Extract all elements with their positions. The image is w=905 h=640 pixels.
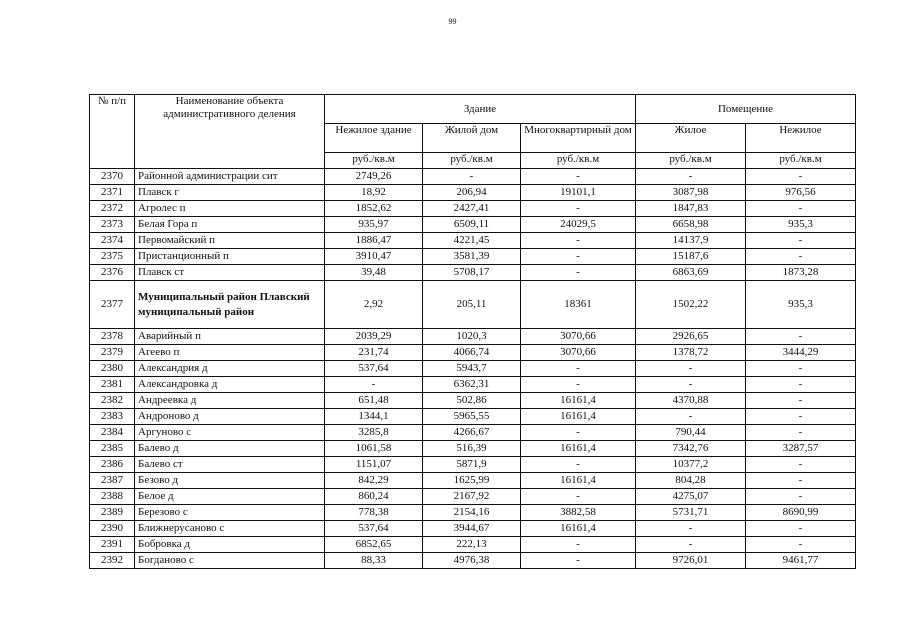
header-building-group: Здание: [325, 95, 636, 124]
row-number: 2385: [90, 441, 135, 457]
row-number: 2374: [90, 233, 135, 249]
table-row: [90, 393, 856, 409]
row-number: 2384: [90, 425, 135, 441]
row-number: 2379: [90, 345, 135, 361]
nonresidential-building-value: -: [325, 377, 423, 393]
header-apartment-building: Многоквартирный дом: [521, 124, 636, 153]
table-row: [90, 249, 856, 265]
residential-premises-value: 4370,88: [636, 393, 746, 409]
residential-premises-value: -: [636, 377, 746, 393]
row-number: 2372: [90, 201, 135, 217]
nonresidential-premises-value: 3287,57: [746, 441, 856, 457]
row-name: Бобровка д: [135, 537, 325, 553]
table-row: [90, 409, 856, 425]
table-row: [90, 233, 856, 249]
nonresidential-premises-value: 1873,28: [746, 265, 856, 281]
nonresidential-building-value: 231,74: [325, 345, 423, 361]
residential-house-value: 205,11: [423, 281, 521, 329]
apartment-building-value: -: [521, 489, 636, 505]
row-name: Александровка д: [135, 377, 325, 393]
header-residential-premises: Жилое: [636, 124, 746, 153]
table-row: [90, 377, 856, 393]
nonresidential-building-value: 537,64: [325, 521, 423, 537]
apartment-building-value: -: [521, 233, 636, 249]
unit-label: руб./кв.м: [423, 153, 521, 169]
residential-house-value: 4221,45: [423, 233, 521, 249]
nonresidential-building-value: 88,33: [325, 553, 423, 569]
residential-premises-value: 6658,98: [636, 217, 746, 233]
table-row: [90, 169, 856, 185]
residential-house-value: 222,13: [423, 537, 521, 553]
residential-house-value: 1625,99: [423, 473, 521, 489]
row-name: Аварийный п: [135, 329, 325, 345]
row-name: Плавск ст: [135, 265, 325, 281]
nonresidential-building-value: 651,48: [325, 393, 423, 409]
apartment-building-value: 16161,4: [521, 441, 636, 457]
table-row: [90, 553, 856, 569]
table-row: [90, 489, 856, 505]
nonresidential-premises-value: -: [746, 473, 856, 489]
row-number: 2392: [90, 553, 135, 569]
residential-house-value: 5871,9: [423, 457, 521, 473]
residential-house-value: 3581,39: [423, 249, 521, 265]
residential-premises-value: 9726,01: [636, 553, 746, 569]
nonresidential-premises-value: 935,3: [746, 281, 856, 329]
table-row: [90, 425, 856, 441]
nonresidential-premises-value: -: [746, 169, 856, 185]
nonresidential-building-value: 2749,26: [325, 169, 423, 185]
row-number: 2375: [90, 249, 135, 265]
residential-premises-value: -: [636, 361, 746, 377]
nonresidential-building-value: 3285,8: [325, 425, 423, 441]
nonresidential-premises-value: -: [746, 233, 856, 249]
nonresidential-building-value: 6852,65: [325, 537, 423, 553]
unit-label: руб./кв.м: [325, 153, 423, 169]
residential-premises-value: -: [636, 409, 746, 425]
row-name: Агролес п: [135, 201, 325, 217]
residential-house-value: 4066,74: [423, 345, 521, 361]
apartment-building-value: 16161,4: [521, 393, 636, 409]
row-name: Балево ст: [135, 457, 325, 473]
apartment-building-value: -: [521, 457, 636, 473]
residential-premises-value: 3087,98: [636, 185, 746, 201]
apartment-building-value: 3882,58: [521, 505, 636, 521]
apartment-building-value: -: [521, 361, 636, 377]
apartment-building-value: -: [521, 425, 636, 441]
nonresidential-premises-value: 9461,77: [746, 553, 856, 569]
nonresidential-premises-value: -: [746, 329, 856, 345]
apartment-building-value: 16161,4: [521, 521, 636, 537]
header-nonresidential-building: Нежилое здание: [325, 124, 423, 153]
nonresidential-building-value: 860,24: [325, 489, 423, 505]
residential-house-value: 4976,38: [423, 553, 521, 569]
nonresidential-premises-value: -: [746, 393, 856, 409]
nonresidential-building-value: 935,97: [325, 217, 423, 233]
apartment-building-value: -: [521, 553, 636, 569]
residential-house-value: 6509,11: [423, 217, 521, 233]
nonresidential-building-value: 3910,47: [325, 249, 423, 265]
residential-house-value: 5965,55: [423, 409, 521, 425]
residential-house-value: 516,39: [423, 441, 521, 457]
table-row: [90, 473, 856, 489]
residential-premises-value: 10377,2: [636, 457, 746, 473]
row-name: Белая Гора п: [135, 217, 325, 233]
table-row: [90, 345, 856, 361]
table-row: [90, 521, 856, 537]
table-row: [90, 265, 856, 281]
row-name: Районной администрации сит: [135, 169, 325, 185]
residential-house-value: 6362,31: [423, 377, 521, 393]
row-name: Балево д: [135, 441, 325, 457]
nonresidential-premises-value: 935,3: [746, 217, 856, 233]
table-row: [90, 185, 856, 201]
residential-premises-value: 1378,72: [636, 345, 746, 361]
residential-premises-value: -: [636, 169, 746, 185]
residential-premises-value: 4275,07: [636, 489, 746, 505]
nonresidential-premises-value: -: [746, 361, 856, 377]
apartment-building-value: -: [521, 201, 636, 217]
residential-house-value: 2154,16: [423, 505, 521, 521]
residential-house-value: 502,86: [423, 393, 521, 409]
residential-premises-value: 7342,76: [636, 441, 746, 457]
table-row: [90, 457, 856, 473]
table-row: [90, 281, 856, 329]
row-number: 2391: [90, 537, 135, 553]
nonresidential-premises-value: -: [746, 201, 856, 217]
nonresidential-premises-value: 976,56: [746, 185, 856, 201]
row-name: Муниципальный район Плавский муниципальный район: [135, 281, 325, 329]
nonresidential-building-value: 2039,29: [325, 329, 423, 345]
unit-label: руб./кв.м: [746, 153, 856, 169]
table-row: [90, 441, 856, 457]
nonresidential-building-value: 778,38: [325, 505, 423, 521]
nonresidential-premises-value: -: [746, 377, 856, 393]
residential-premises-value: 15187,6: [636, 249, 746, 265]
nonresidential-building-value: 2,92: [325, 281, 423, 329]
apartment-building-value: 3070,66: [521, 345, 636, 361]
row-number: 2390: [90, 521, 135, 537]
residential-premises-value: 6863,69: [636, 265, 746, 281]
table-row: [90, 361, 856, 377]
cadastral-value-table: [89, 94, 856, 569]
row-name: Агеево п: [135, 345, 325, 361]
table-row: [90, 201, 856, 217]
unit-label: руб./кв.м: [521, 153, 636, 169]
residential-house-value: -: [423, 169, 521, 185]
nonresidential-premises-value: -: [746, 537, 856, 553]
row-name: Пристанционный п: [135, 249, 325, 265]
row-name: Александрия д: [135, 361, 325, 377]
row-number: 2376: [90, 265, 135, 281]
table-row: [90, 505, 856, 521]
table-row: [90, 217, 856, 233]
residential-premises-value: 1847,83: [636, 201, 746, 217]
nonresidential-building-value: 18,92: [325, 185, 423, 201]
nonresidential-building-value: 1852,62: [325, 201, 423, 217]
row-number: 2378: [90, 329, 135, 345]
row-number: 2373: [90, 217, 135, 233]
page-number: 99: [448, 17, 457, 26]
apartment-building-value: -: [521, 537, 636, 553]
apartment-building-value: -: [521, 249, 636, 265]
apartment-building-value: 3070,66: [521, 329, 636, 345]
row-name: Аргуново с: [135, 425, 325, 441]
apartment-building-value: -: [521, 169, 636, 185]
nonresidential-premises-value: -: [746, 521, 856, 537]
residential-premises-value: 14137,9: [636, 233, 746, 249]
residential-house-value: 2427,41: [423, 201, 521, 217]
nonresidential-premises-value: -: [746, 425, 856, 441]
row-name: Андроново д: [135, 409, 325, 425]
unit-label: руб./кв.м: [636, 153, 746, 169]
residential-house-value: 1020,3: [423, 329, 521, 345]
apartment-building-value: -: [521, 377, 636, 393]
row-name: Плавск г: [135, 185, 325, 201]
row-number: 2371: [90, 185, 135, 201]
residential-premises-value: -: [636, 521, 746, 537]
header-premises-group: Помещение: [636, 95, 856, 124]
nonresidential-building-value: 1344,1: [325, 409, 423, 425]
residential-premises-value: 804,28: [636, 473, 746, 489]
nonresidential-premises-value: -: [746, 409, 856, 425]
nonresidential-building-value: 1886,47: [325, 233, 423, 249]
header-residential-house: Жилой дом: [423, 124, 521, 153]
residential-house-value: 4266,67: [423, 425, 521, 441]
row-name: Богданово с: [135, 553, 325, 569]
residential-house-value: 3944,67: [423, 521, 521, 537]
residential-house-value: 5943,7: [423, 361, 521, 377]
row-name: Безово д: [135, 473, 325, 489]
nonresidential-premises-value: 8690,99: [746, 505, 856, 521]
residential-premises-value: 1502,22: [636, 281, 746, 329]
residential-premises-value: 5731,71: [636, 505, 746, 521]
apartment-building-value: -: [521, 265, 636, 281]
row-number: 2383: [90, 409, 135, 425]
row-number: 2380: [90, 361, 135, 377]
row-number: 2389: [90, 505, 135, 521]
nonresidential-building-value: 39,48: [325, 265, 423, 281]
row-name: Ближнерусаново с: [135, 521, 325, 537]
row-number: 2377: [90, 281, 135, 329]
row-name: Первомайский п: [135, 233, 325, 249]
apartment-building-value: 16161,4: [521, 409, 636, 425]
residential-premises-value: -: [636, 537, 746, 553]
header-name: Наименование объекта административного деления: [135, 95, 325, 169]
row-name: Белое д: [135, 489, 325, 505]
row-number: 2382: [90, 393, 135, 409]
apartment-building-value: 19101,1: [521, 185, 636, 201]
residential-house-value: 5708,17: [423, 265, 521, 281]
row-number: 2388: [90, 489, 135, 505]
nonresidential-premises-value: 3444,29: [746, 345, 856, 361]
row-number: 2386: [90, 457, 135, 473]
table-row: [90, 329, 856, 345]
row-name: Андреевка д: [135, 393, 325, 409]
row-name: Березово с: [135, 505, 325, 521]
nonresidential-premises-value: -: [746, 457, 856, 473]
header-nonresidential-premises: Нежилое: [746, 124, 856, 153]
table-row: [90, 537, 856, 553]
apartment-building-value: 24029,5: [521, 217, 636, 233]
residential-house-value: 2167,92: [423, 489, 521, 505]
nonresidential-premises-value: -: [746, 489, 856, 505]
nonresidential-building-value: 537,64: [325, 361, 423, 377]
nonresidential-building-value: 1151,07: [325, 457, 423, 473]
row-number: 2387: [90, 473, 135, 489]
residential-premises-value: 2926,65: [636, 329, 746, 345]
apartment-building-value: 16161,4: [521, 473, 636, 489]
nonresidential-building-value: 842,29: [325, 473, 423, 489]
residential-house-value: 206,94: [423, 185, 521, 201]
apartment-building-value: 18361: [521, 281, 636, 329]
row-number: 2381: [90, 377, 135, 393]
nonresidential-premises-value: -: [746, 249, 856, 265]
row-number: 2370: [90, 169, 135, 185]
header-num: № п/п: [90, 95, 135, 169]
nonresidential-building-value: 1061,58: [325, 441, 423, 457]
residential-premises-value: 790,44: [636, 425, 746, 441]
